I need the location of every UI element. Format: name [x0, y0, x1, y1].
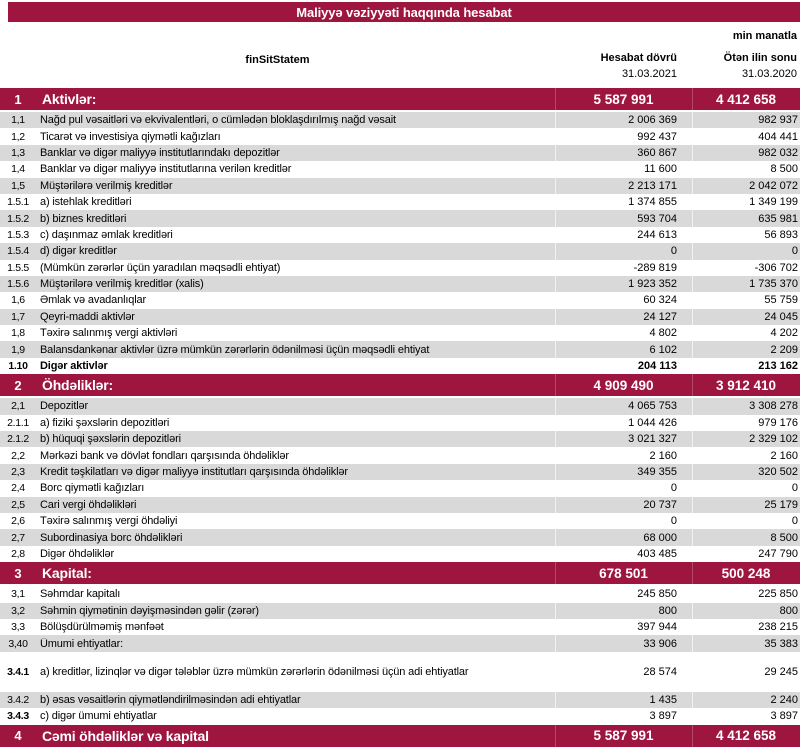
value-previous-period: 213 162	[758, 360, 798, 373]
value-previous-period: 2 042 072	[749, 179, 798, 192]
table-row	[0, 358, 800, 374]
value-current-period: 20 737	[643, 498, 677, 511]
row-label: Təxirə salınmış vergi aktivləri	[40, 327, 178, 340]
previous-period-column-header: Ötən ilin sonu	[723, 52, 797, 64]
table-row	[0, 128, 800, 144]
table-row	[0, 309, 800, 325]
row-label: Banklar və digər maliyyə institutlarındakı depozitlər	[40, 146, 280, 159]
row-number: 4	[14, 728, 22, 743]
row-label: Aktivlər:	[42, 91, 97, 107]
value-previous-period: 1 349 199	[749, 196, 798, 209]
row-number: 1,1	[11, 114, 25, 127]
table-row	[0, 603, 800, 619]
value-previous-period: 635 981	[758, 212, 798, 225]
row-number: 1,6	[11, 294, 25, 307]
value-previous-period: 8 500	[770, 531, 798, 544]
value-current-period: 204 113	[637, 360, 677, 373]
row-number: 2,7	[11, 531, 25, 544]
value-previous-period: 29 245	[764, 665, 798, 678]
row-number: 2,3	[11, 466, 25, 478]
row-spacer	[0, 684, 800, 692]
value-current-period: 1 923 352	[628, 278, 677, 291]
row-number: 3,3	[11, 621, 25, 634]
row-label: Müştərilərə verilmiş kreditlər (xalis)	[40, 278, 204, 291]
value-current-period: 2 160	[649, 449, 677, 462]
table-row	[0, 112, 800, 128]
table-row	[0, 194, 800, 210]
table-row	[0, 480, 800, 496]
value-current-period: 5 587 991	[593, 91, 654, 107]
row-label: Öhdəliklər:	[42, 377, 113, 394]
value-previous-period: 0	[791, 482, 798, 495]
row-label: Digər aktivlər	[40, 360, 108, 373]
value-current-period: 1 374 855	[628, 196, 677, 209]
row-number: 3.4.3	[7, 710, 29, 723]
value-current-period: 24 127	[643, 310, 677, 323]
value-previous-period: 982 032	[758, 146, 798, 159]
value-current-period: 403 485	[637, 547, 677, 560]
value-current-period: 4 802	[649, 327, 677, 340]
value-previous-period: 0	[791, 245, 798, 258]
row-label: Cəmi öhdəliklər və kapital	[42, 727, 209, 744]
row-label: d) digər kreditlər	[40, 245, 117, 258]
table-row	[0, 708, 800, 724]
row-label: Digər öhdəliklər	[40, 547, 115, 560]
row-number: 1.5.4	[7, 245, 29, 258]
row-number: 2,1	[11, 400, 25, 413]
table-row	[0, 276, 800, 292]
row-number: 1.5.6	[7, 278, 29, 291]
row-number: 3.4.2	[7, 693, 29, 706]
value-current-period: 0	[670, 482, 677, 495]
row-number: 2,6	[11, 515, 25, 528]
row-label: Təxirə salınmış vergi öhdəliyi	[40, 515, 178, 528]
row-number: 1.5.3	[7, 228, 29, 241]
row-number: 1,2	[11, 130, 25, 143]
unit-note: min manatla	[732, 30, 797, 42]
table-row	[0, 243, 800, 259]
row-number: 3	[14, 565, 22, 581]
value-current-period: 360 867	[637, 146, 677, 159]
row-label: (Mümkün zərərlər üçün yaradılan məqsədli ehtiyat)	[40, 261, 281, 274]
table-body	[0, 88, 800, 747]
report-title-bar	[8, 2, 800, 22]
value-current-period: 4 065 753	[628, 400, 677, 413]
row-number: 2,5	[11, 498, 25, 511]
row-number: 1.5.1	[7, 196, 29, 209]
value-current-period: 6 102	[649, 343, 677, 356]
row-label: Ticarət və investisiya qiymətli kağızları	[40, 130, 221, 143]
table-row	[0, 210, 800, 226]
value-previous-period: 225 850	[758, 588, 798, 601]
row-number: 1,8	[11, 327, 25, 340]
row-number: 1.5.5	[7, 261, 29, 274]
value-current-period: 2 006 369	[628, 114, 677, 127]
value-current-period: 3 021 327	[628, 433, 677, 446]
section-band	[0, 374, 800, 398]
section-band	[0, 88, 800, 112]
value-current-period: 28 574	[643, 665, 677, 678]
form-code: finSitStatem	[245, 54, 310, 66]
row-label: Cari vergi öhdəlikləri	[40, 498, 137, 511]
table-row	[0, 513, 800, 529]
value-previous-period: 35 383	[764, 637, 798, 650]
table-row	[0, 635, 800, 651]
table-row	[0, 398, 800, 414]
value-current-period: 245 850	[637, 588, 677, 601]
value-current-period: 33 906	[643, 637, 677, 650]
value-current-period: -289 819	[633, 261, 677, 274]
table-row	[0, 529, 800, 545]
value-previous-period: 24 045	[764, 310, 798, 323]
row-label: Balansdankənar aktivlər üzrə mümkün zərərlərin ödənilməsi üçün məqsədli ehtiyat	[40, 343, 430, 356]
current-period-column-header: Hesabat dövrü	[600, 52, 677, 64]
table-row	[0, 415, 800, 431]
value-current-period: 68 000	[643, 531, 677, 544]
row-label: a) istehlak kreditləri	[40, 196, 132, 209]
row-label: b) biznes kreditləri	[40, 212, 127, 225]
row-label: c) daşınmaz əmlak kreditləri	[40, 228, 173, 241]
row-number: 2	[14, 377, 22, 393]
previous-period-date: 31.03.2020	[741, 68, 797, 80]
current-period-date: 31.03.2021	[621, 68, 677, 80]
table-row	[0, 292, 800, 308]
row-label: Əmlak və avadanlıqlar	[40, 294, 147, 307]
table-row	[0, 660, 800, 684]
row-number: 1,3	[11, 146, 25, 159]
section-band	[0, 725, 800, 747]
row-label: Qeyri-maddi aktivlər	[40, 310, 135, 323]
value-previous-period: 982 937	[758, 114, 798, 127]
value-current-period: 1 044 426	[628, 416, 677, 429]
row-label: Borc qiymətli kağızları	[40, 482, 145, 495]
value-current-period: 800	[658, 604, 677, 617]
value-previous-period: 979 176	[758, 416, 798, 429]
value-previous-period: 55 759	[764, 294, 798, 307]
value-previous-period: 2 329 102	[749, 433, 798, 446]
section-band	[0, 562, 800, 586]
value-current-period: 60 324	[643, 294, 677, 307]
table-row	[0, 447, 800, 463]
row-number: 2,8	[11, 547, 25, 560]
value-current-period: 593 704	[637, 212, 677, 225]
row-number: 2,4	[11, 482, 25, 495]
row-number: 3,40	[8, 637, 28, 650]
row-label: Kredit təşkilatları və digər maliyyə institutları qarşısında öhdəliklər	[40, 466, 348, 478]
value-previous-period: 0	[791, 515, 798, 528]
row-label: Subordinasiya borc öhdəlikləri	[40, 531, 183, 544]
table-row	[0, 227, 800, 243]
row-label: Səhmin qiymətinin dəyişməsindən gəlir (zərər)	[40, 604, 259, 617]
value-current-period: 244 613	[637, 228, 677, 241]
value-previous-period: 247 790	[758, 547, 798, 560]
value-previous-period: 2 209	[770, 343, 798, 356]
value-current-period: 3 897	[649, 710, 677, 723]
row-spacer	[0, 652, 800, 660]
value-previous-period: 500 248	[721, 565, 771, 581]
table-row	[0, 145, 800, 161]
value-current-period: 1 435	[649, 693, 677, 706]
table-row	[0, 692, 800, 708]
row-label: Səhmdar kapitalı	[40, 588, 121, 601]
row-number: 1,4	[11, 163, 25, 176]
value-previous-period: 800	[779, 604, 798, 617]
row-label: b) əsas vəsaitlərin qiymətləndirilməsindən adi ehtiyatlar	[40, 693, 301, 706]
row-number: 1	[14, 91, 22, 107]
row-number: 1.10	[8, 360, 28, 373]
table-row	[0, 431, 800, 447]
value-current-period: 397 944	[637, 621, 677, 634]
row-label: Müştərilərə verilmiş kreditlər	[40, 179, 173, 192]
value-previous-period: 3 912 410	[715, 377, 777, 393]
table-row	[0, 260, 800, 276]
value-previous-period: 320 502	[758, 466, 798, 478]
value-current-period: 4 909 490	[593, 377, 654, 393]
value-previous-period: 1 735 370	[749, 278, 798, 291]
value-current-period: 678 501	[599, 565, 648, 581]
value-previous-period: 4 412 658	[715, 91, 777, 107]
row-number: 1,7	[11, 310, 25, 323]
row-number: 1.5.2	[7, 212, 29, 225]
row-label: Ümumi ehtiyatlar:	[40, 637, 124, 650]
row-number: 2.1.2	[7, 433, 29, 446]
value-previous-period: 2 160	[770, 449, 798, 462]
value-previous-period: 8 500	[770, 163, 798, 176]
table-row	[0, 619, 800, 635]
value-previous-period: 4 202	[770, 327, 798, 340]
value-current-period: 0	[670, 515, 677, 528]
row-label: Bölüşdürülməmiş mənfəət	[40, 621, 164, 634]
value-previous-period: 56 893	[764, 228, 798, 241]
row-label: a) fiziki şəxslərin depozitləri	[40, 416, 170, 429]
table-row	[0, 586, 800, 602]
row-label: b) hüquqi şəxslərin depozitləri	[40, 433, 181, 446]
row-number: 3,2	[11, 604, 25, 617]
row-number: 2.1.1	[7, 416, 29, 429]
value-current-period: 11 600	[644, 163, 677, 176]
row-number: 1,5	[11, 179, 25, 192]
value-previous-period: 4 412 658	[715, 728, 777, 743]
value-current-period: 349 355	[637, 466, 677, 478]
row-label: Mərkəzi bank və dövlət fondları qarşısında öhdəliklər	[40, 449, 289, 462]
value-current-period: 992 437	[637, 130, 677, 143]
value-previous-period: 238 215	[758, 621, 798, 634]
row-label: a) kreditlər, lizinqlər və digər tələblər üzrə mümkün zərərlərin ödənilməsi üçün adi ehtiyatlar	[40, 665, 469, 678]
table-row	[0, 464, 800, 480]
row-label: Kapital:	[42, 565, 92, 582]
report-title: Maliyyə vəziyyəti haqqında hesabat	[296, 4, 512, 20]
value-previous-period: 25 179	[764, 498, 798, 511]
value-current-period: 5 587 991	[593, 728, 654, 743]
value-current-period: 0	[670, 245, 677, 258]
table-row	[0, 178, 800, 194]
row-number: 2,2	[11, 449, 25, 462]
value-previous-period: 3 897	[770, 710, 798, 723]
row-label: Banklar və digər maliyyə institutlarına verilən kreditlər	[40, 163, 292, 176]
value-previous-period: 404 441	[758, 130, 798, 143]
value-current-period: 2 213 171	[628, 179, 677, 192]
table-row	[0, 341, 800, 357]
value-previous-period: -306 702	[754, 261, 798, 274]
table-row	[0, 161, 800, 177]
row-label: Depozitlər	[40, 400, 89, 413]
table-row	[0, 546, 800, 562]
table-row	[0, 325, 800, 341]
row-number: 3,1	[11, 588, 25, 601]
value-previous-period: 3 308 278	[749, 400, 798, 413]
row-number: 3.4.1	[7, 665, 29, 678]
row-number: 1,9	[11, 343, 25, 356]
table-row	[0, 497, 800, 513]
row-label: c) digər ümumi ehtiyatlar	[40, 710, 157, 723]
row-label: Nağd pul vəsaitləri və ekvivalentləri, o cümlədən bloklaşdırılmış nağd vəsait	[40, 114, 396, 127]
value-previous-period: 2 240	[770, 693, 798, 706]
